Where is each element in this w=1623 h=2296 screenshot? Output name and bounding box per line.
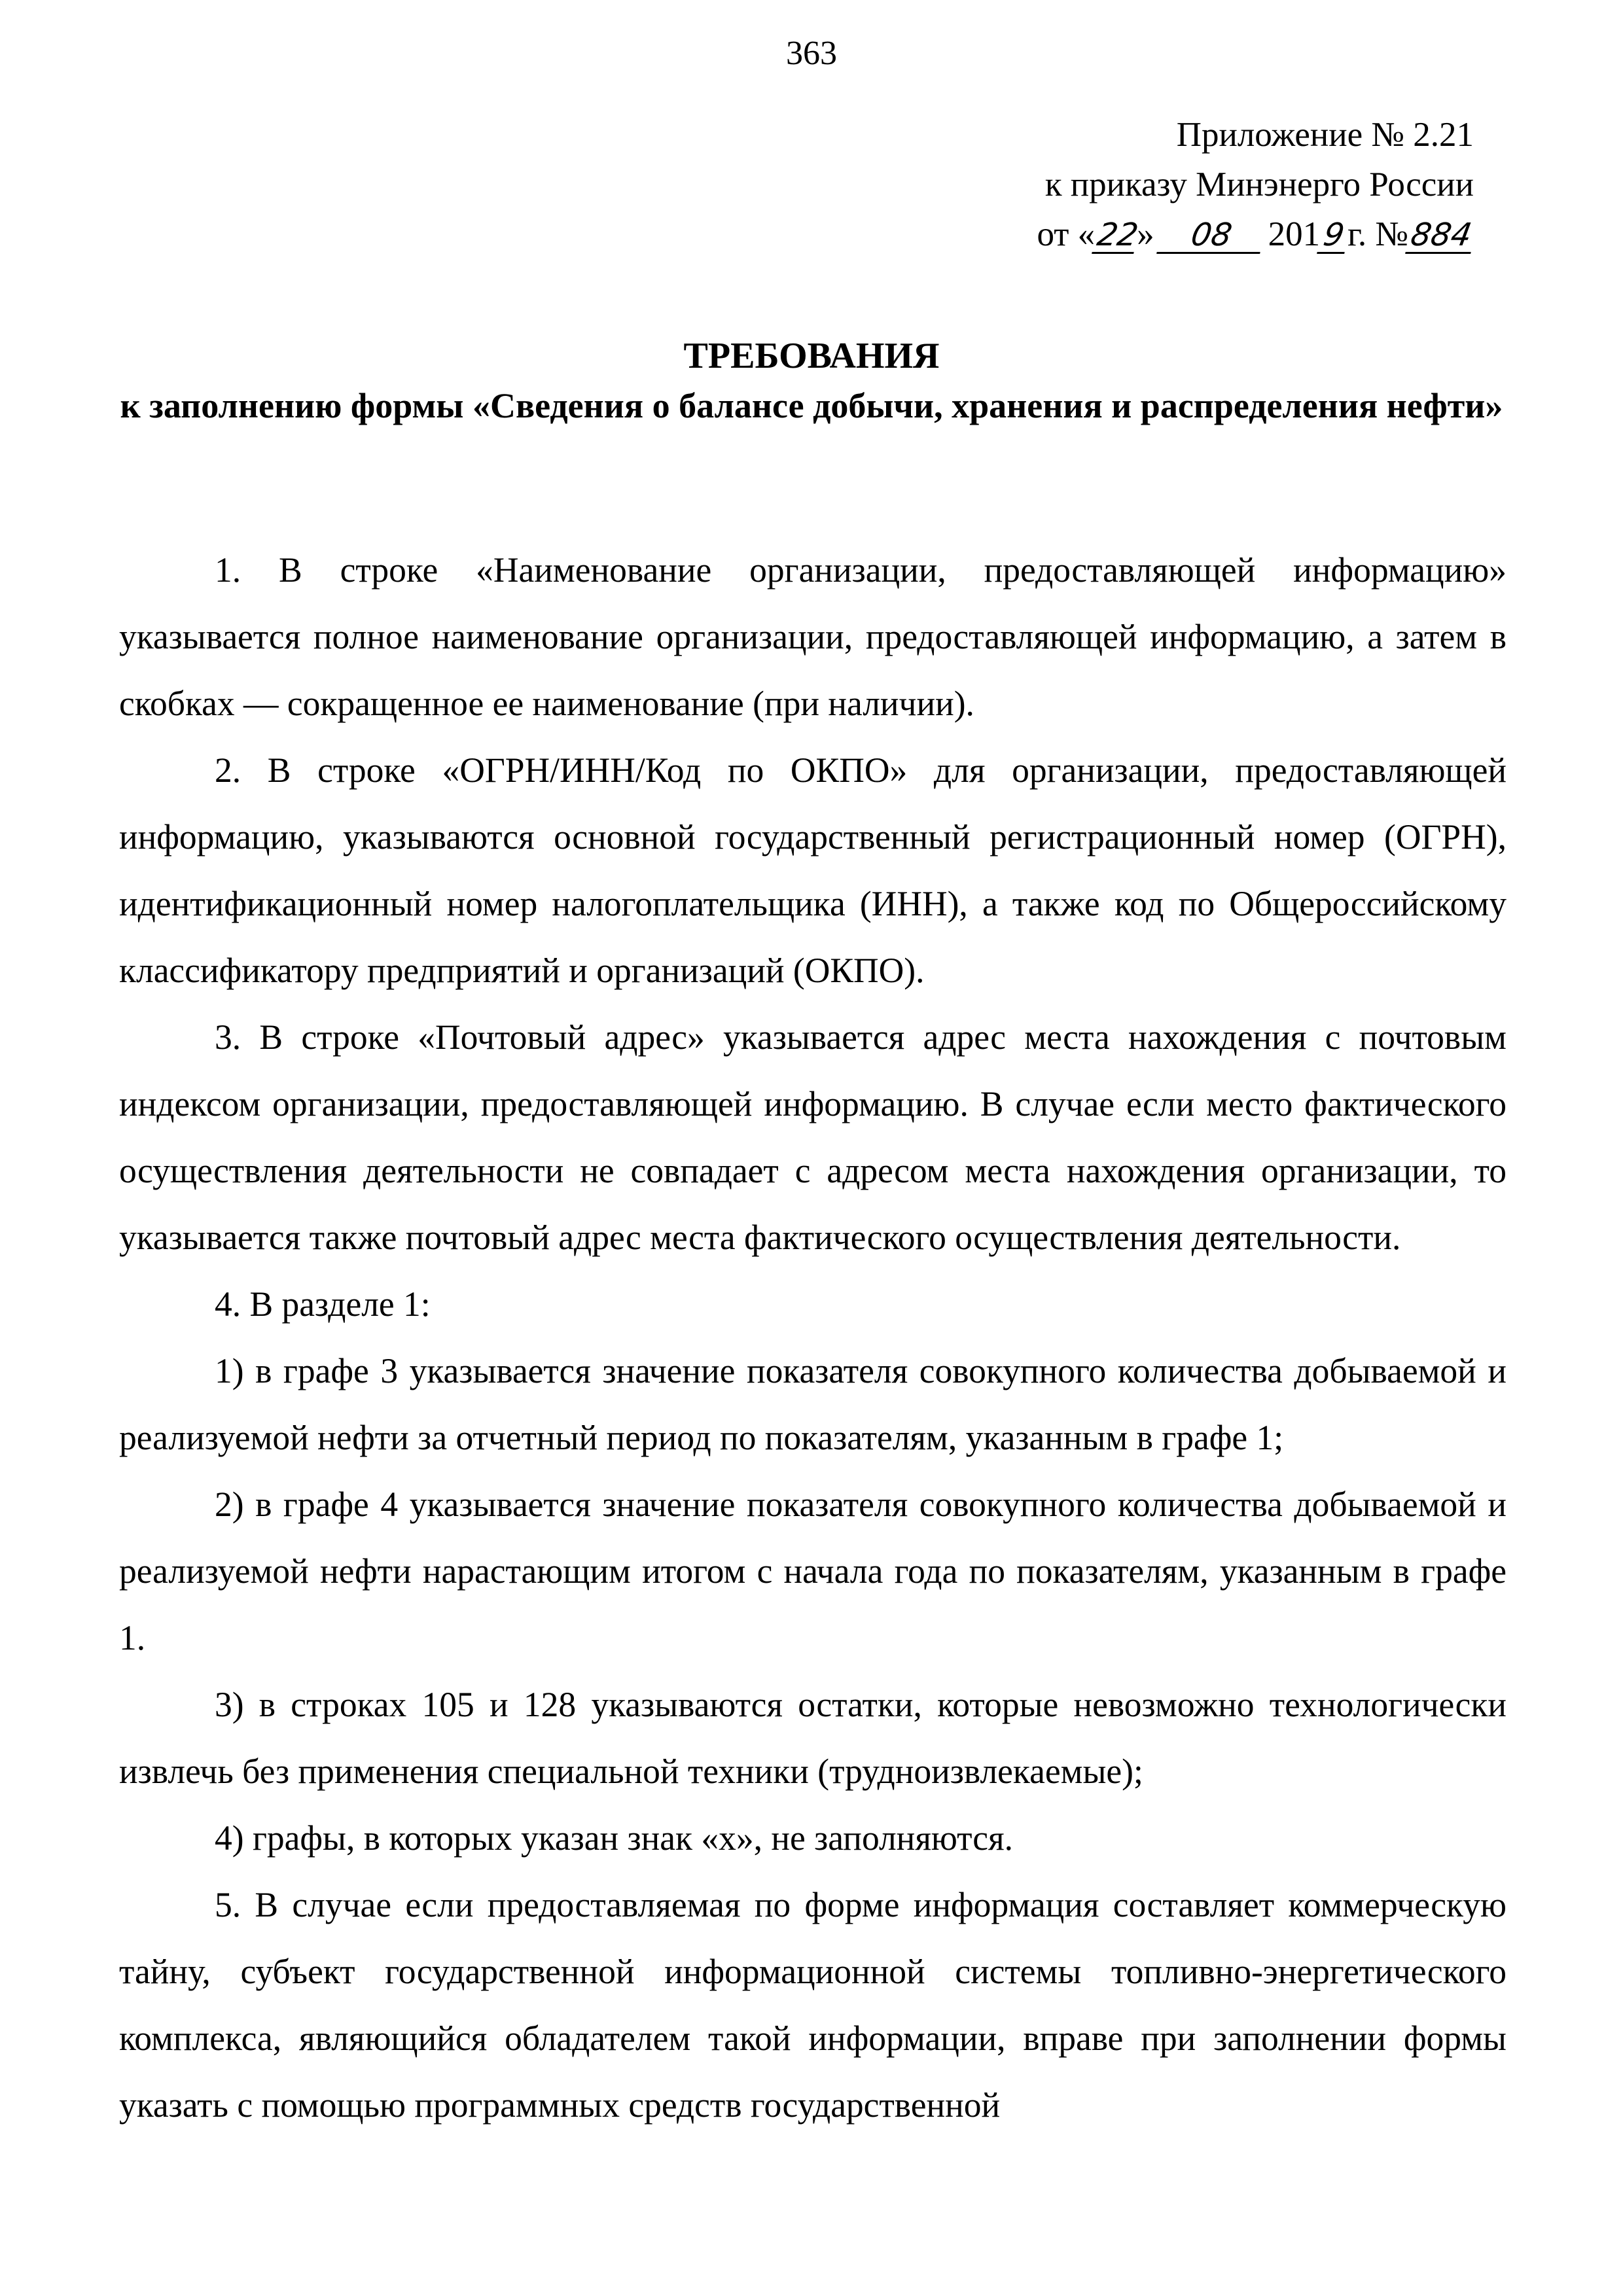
appendix-header xyxy=(885,110,1474,259)
date-quote-close: » xyxy=(1137,215,1154,253)
paragraph-5: 5. В случае если предоставляемая по форме информация составляет коммерческую тайну, субъект государственной информационной системы топливно-энергетического комплекса, являющийся обладателем такой информации, вправе при заполнении формы указать с помощью программных средств государственной xyxy=(119,1885,1507,2125)
date-year-prefix: 201 xyxy=(1268,215,1321,253)
paragraph-4-item-4: 4) графы, в которых указан знак «х», не заполняются. xyxy=(215,1818,1013,1858)
title-heading: ТРЕБОВАНИЯ xyxy=(683,336,940,376)
paragraph-4-item-2: 2) в графе 4 указывается значение показателя совокупного количества добываемой и реализуемой нефти нарастающим итогом с начала года по показателям, указанным в графе 1. xyxy=(119,1485,1507,1657)
appendix-title: Приложение № 2.21 xyxy=(1176,116,1474,154)
date-year-suffix: г. № xyxy=(1347,215,1408,253)
date-prefix: от « xyxy=(1037,215,1096,253)
paragraph-3: 3. В строке «Почтовый адрес» указывается адрес места нахождения с почтовым индексом организации, предоставляющей информацию. В случае если место фактического осуществления деятельности не совпадает с адресом места нахождения организации, то указывается также почтовый адрес места фактического осуществления деятельности. xyxy=(119,1017,1507,1257)
document-body xyxy=(119,537,1507,2138)
document-title xyxy=(118,331,1505,431)
paragraph-2: 2. В строке «ОГРН/ИНН/Код по ОКПО» для организации, предоставляющей информацию, указываются основной государственный регистрационный номер (ОГРН), идентификационный номер налогоплательщика (ИНН), а также код по Общероссийскому классификатору предприятий и организаций (ОКПО). xyxy=(119,751,1507,990)
paragraph-1: 1. В строке «Наименование организации, предоставляющей информацию» указывается полное наименование организации, предоставляющей информацию, а затем в скобках — сокращенное ее наименование (при наличии). xyxy=(119,550,1507,723)
handwritten-day: 22 xyxy=(1092,218,1140,254)
handwritten-order-number: 884 xyxy=(1405,218,1477,254)
title-subheading: к заполнению формы «Сведения о балансе добычи, хранения и распределения нефти» xyxy=(120,386,1503,425)
paragraph-4-item-3: 3) в строках 105 и 128 указываются остатки, которые невозможно технологически извлечь без применения специальной техники (трудноизвлекаемые); xyxy=(119,1685,1507,1791)
handwritten-month: 08 xyxy=(1156,218,1266,254)
paragraph-4-item-1: 1) в графе 3 указывается значение показателя совокупного количества добываемой и реализуемой нефти за отчетный период по показателям, указанным в графе 1; xyxy=(119,1351,1507,1457)
paragraph-4: 4. В разделе 1: xyxy=(215,1284,431,1324)
appendix-order-date xyxy=(885,209,1474,259)
appendix-order-reference: к приказу Минэнерго России xyxy=(1044,166,1474,203)
handwritten-year-digit: 9 xyxy=(1317,218,1351,254)
page-number: 363 xyxy=(786,35,837,72)
